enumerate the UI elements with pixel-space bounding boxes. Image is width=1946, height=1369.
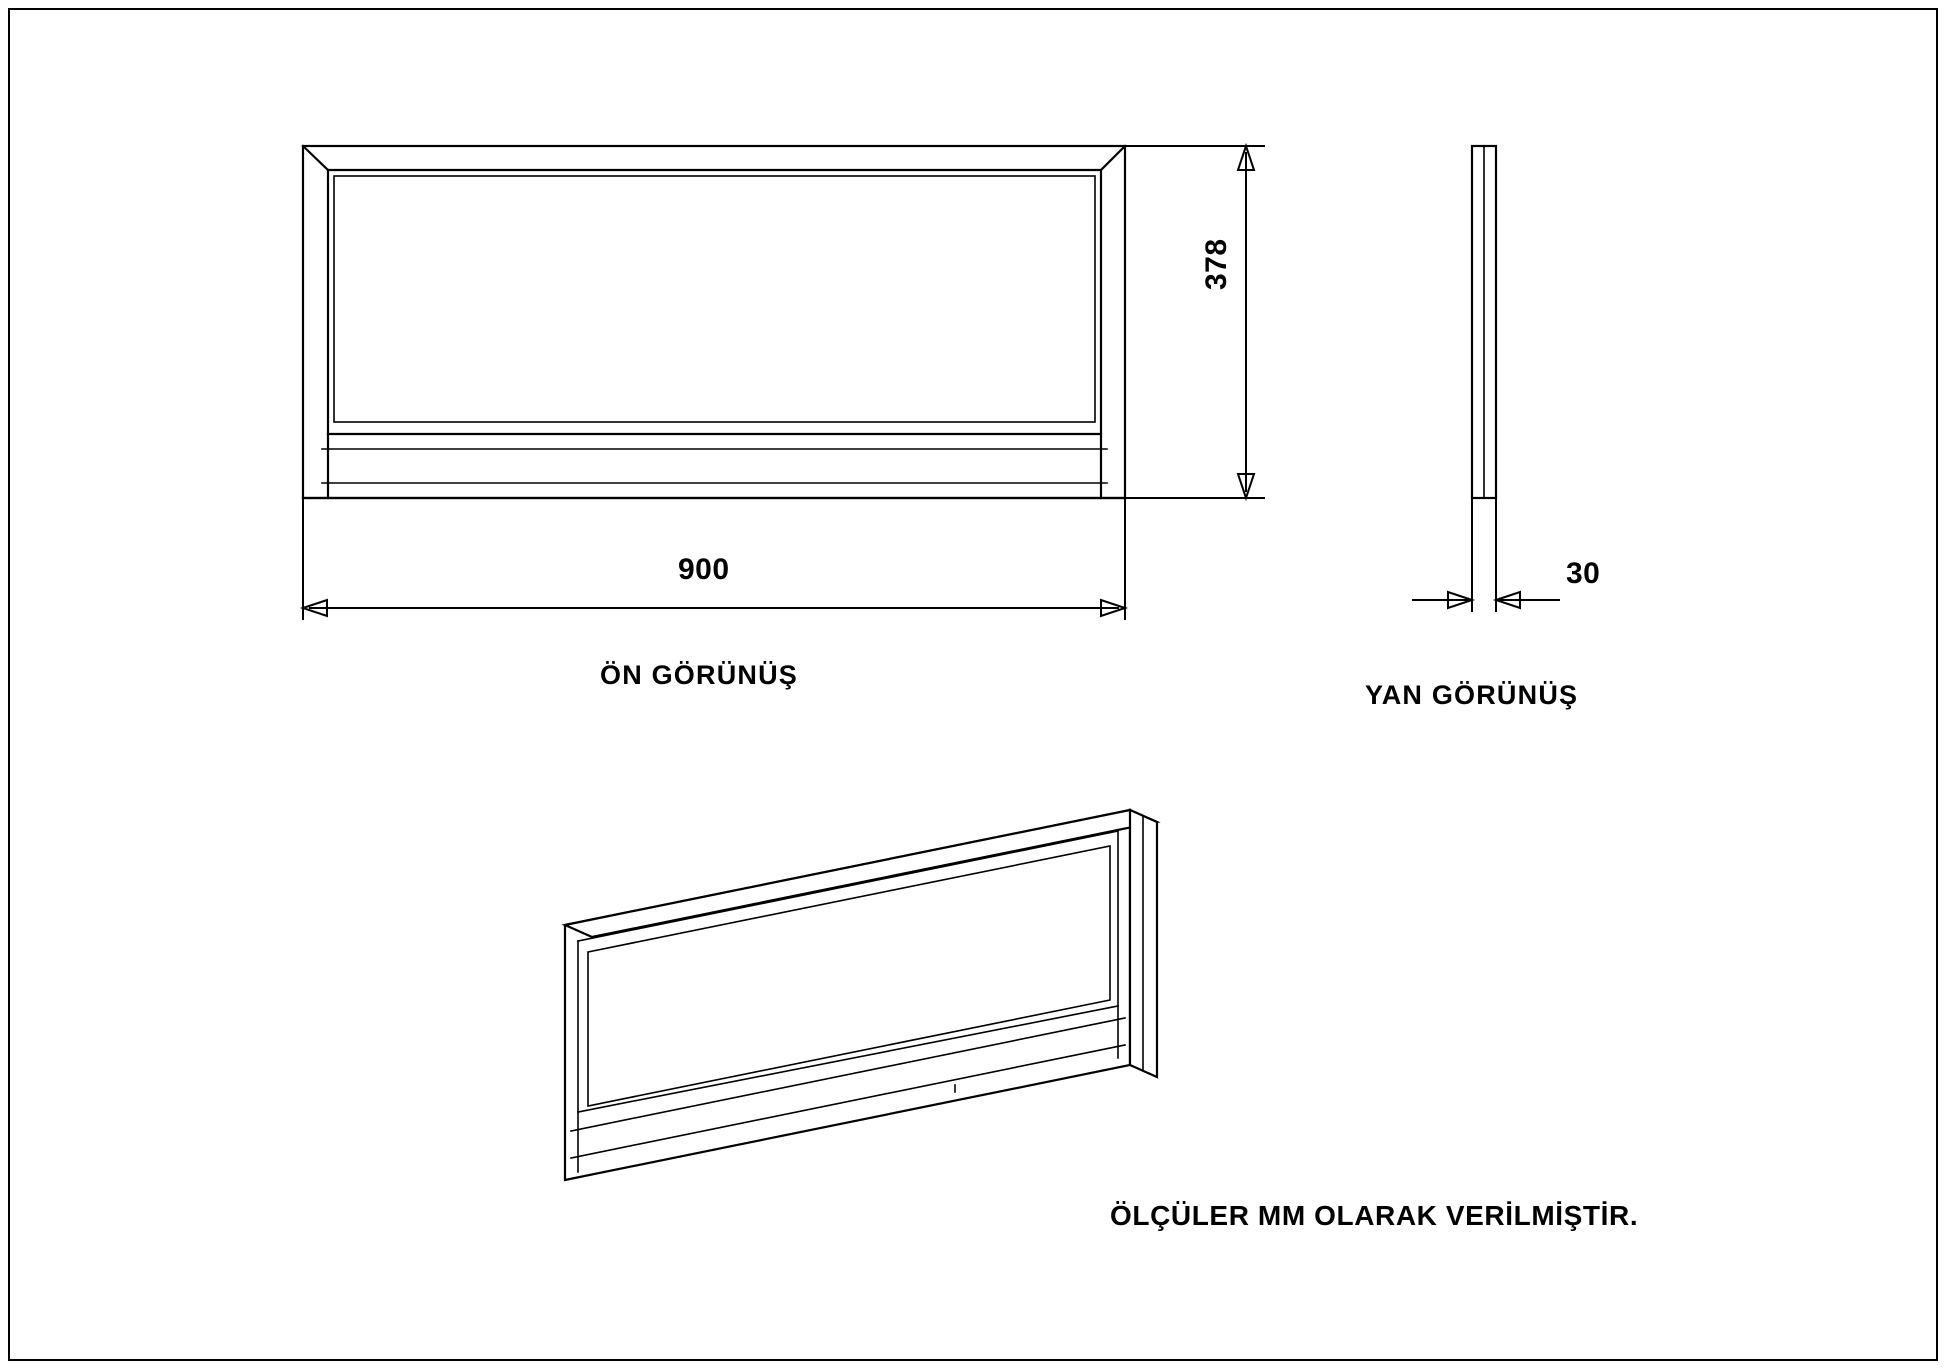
isometric-view-geometry <box>565 810 1157 1180</box>
side-view-depth-dimension <box>1412 498 1560 612</box>
dimension-height-label: 378 <box>1200 238 1233 290</box>
front-view-label: ÖN GÖRÜNÜŞ <box>600 660 799 690</box>
side-view-label: YAN GÖRÜNÜŞ <box>1365 680 1579 710</box>
dimension-width-label: 900 <box>678 553 730 586</box>
front-view-geometry <box>303 146 1125 498</box>
side-view-geometry <box>1472 146 1496 498</box>
units-note: ÖLÇÜLER MM OLARAK VERİLMİŞTİR. <box>1110 1200 1639 1231</box>
front-view-height-dimension <box>1125 146 1265 498</box>
dimension-depth-label: 30 <box>1566 557 1601 590</box>
